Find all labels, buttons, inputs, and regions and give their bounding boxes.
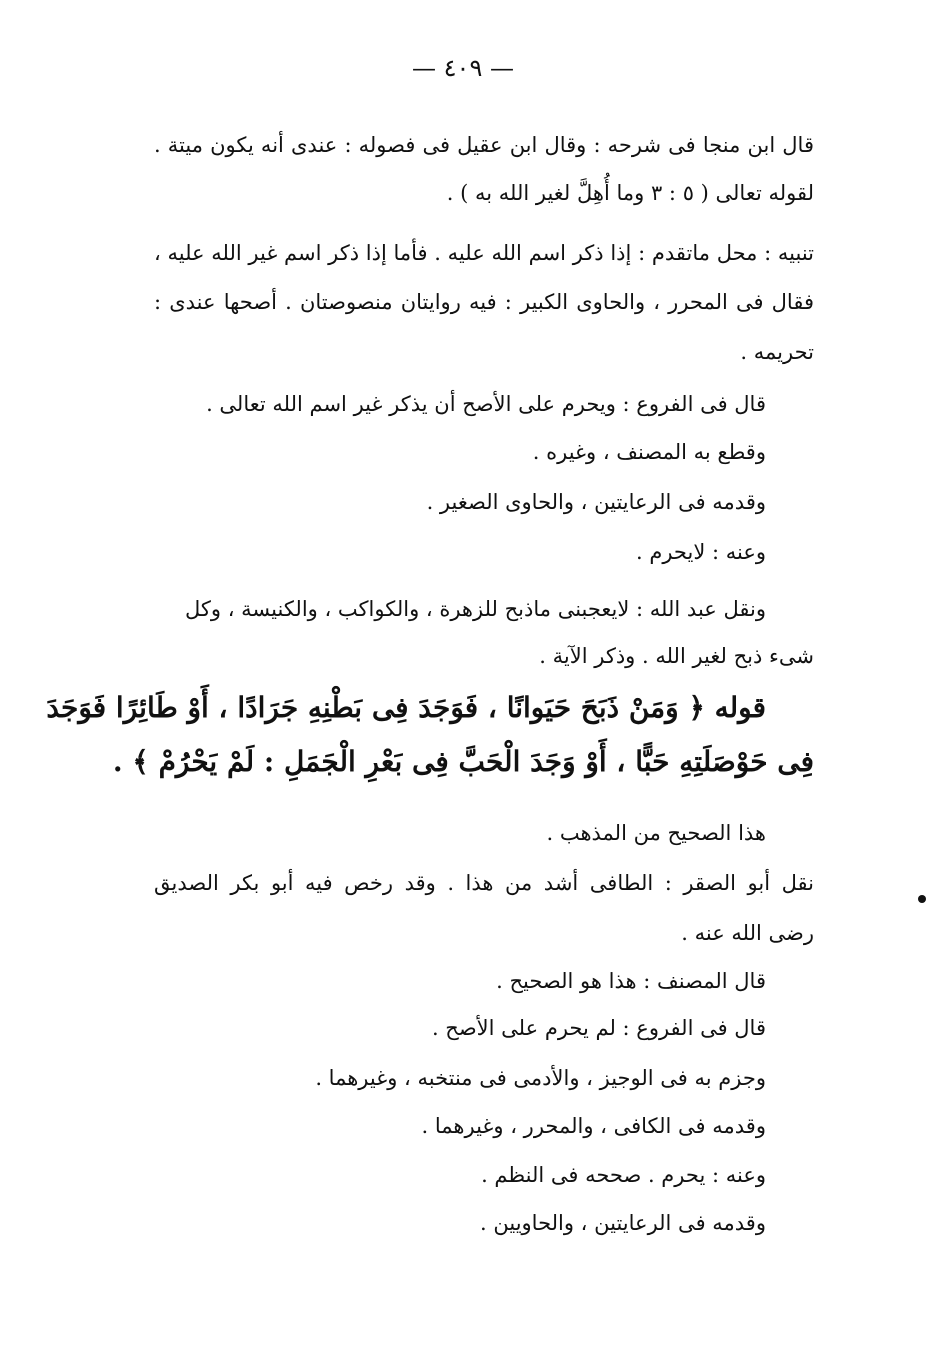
text-line: قال فى الفروع : ويحرم على الأصح أن يذكر غير اسم الله تعالى . — [206, 392, 766, 416]
text-line: قال ابن منجا فى شرحه : وقال ابن عقيل فى فصوله : عندى أنه يكون ميتة . — [154, 133, 814, 157]
margin-mark — [918, 895, 926, 903]
text-line: قال فى الفروع : لم يحرم على الأصح . — [431, 1016, 766, 1040]
text-line: تنبيه : محل ماتقدم : إذا ذكر اسم الله عليه . فأما إذا ذكر اسم غير الله عليه ، — [154, 241, 814, 265]
text-line: نقل أبو الصقر : الطافى أشد من هذا . وقد رخص فيه أبو بكر الصديق — [154, 871, 814, 895]
text-line: وجزم به فى الوجيز ، والأدمى فى منتخبه ، وغيرهما . — [315, 1066, 766, 1090]
quran-line: قوله ﴿ وَمَنْ ذَبَحَ حَيَوانًا ، فَوَجَدَ فِى بَطْنِهِ جَرَادًا ، أَوْ طَائِرًا فَوَجَدَ — [46, 691, 766, 724]
page-number: — ٤٠٩ — — [412, 54, 514, 82]
text-line: وعنه : يحرم . صححه فى النظم . — [481, 1163, 766, 1187]
text-line: وقطع به المصنف ، وغيره . — [532, 440, 766, 464]
quran-line: فِى حَوْصَلَتِهِ حَبًّا ، أَوْ وَجَدَ الْحَبَّ فِى بَعْرِ الْجَمَلِ : لَمْ يَحْرُمْ ﴾ . — [112, 745, 814, 778]
text-line: قال المصنف : هذا هو الصحيح . — [496, 969, 766, 993]
text-line: لقوله تعالى ( ٥ : ٣ وما أُهِلَّ لغير الله به ) . — [446, 181, 814, 205]
text-line: هذا الصحيح من المذهب . — [546, 821, 766, 845]
text-line: وعنه : لايحرم . — [635, 540, 766, 564]
text-line: ونقل عبد الله : لايعجبنى ماذبح للزهرة ، والكواكب ، والكنيسة ، وكل — [185, 597, 766, 621]
text-line: رضى الله عنه . — [681, 921, 814, 945]
text-line: وقدمه فى الرعايتين ، والحاويين . — [480, 1211, 766, 1235]
text-line: وقدمه فى الكافى ، والمحرر ، وغيرهما . — [421, 1114, 766, 1138]
text-line: شىء ذبح لغير الله . وذكر الآية . — [539, 644, 814, 668]
text-line: فقال فى المحرر ، والحاوى الكبير : فيه روايتان منصوصتان . أصحها عندى : — [154, 290, 814, 314]
text-line: تحريمه . — [740, 340, 814, 364]
text-line: وقدمه فى الرعايتين ، والحاوى الصغير . — [426, 490, 766, 514]
